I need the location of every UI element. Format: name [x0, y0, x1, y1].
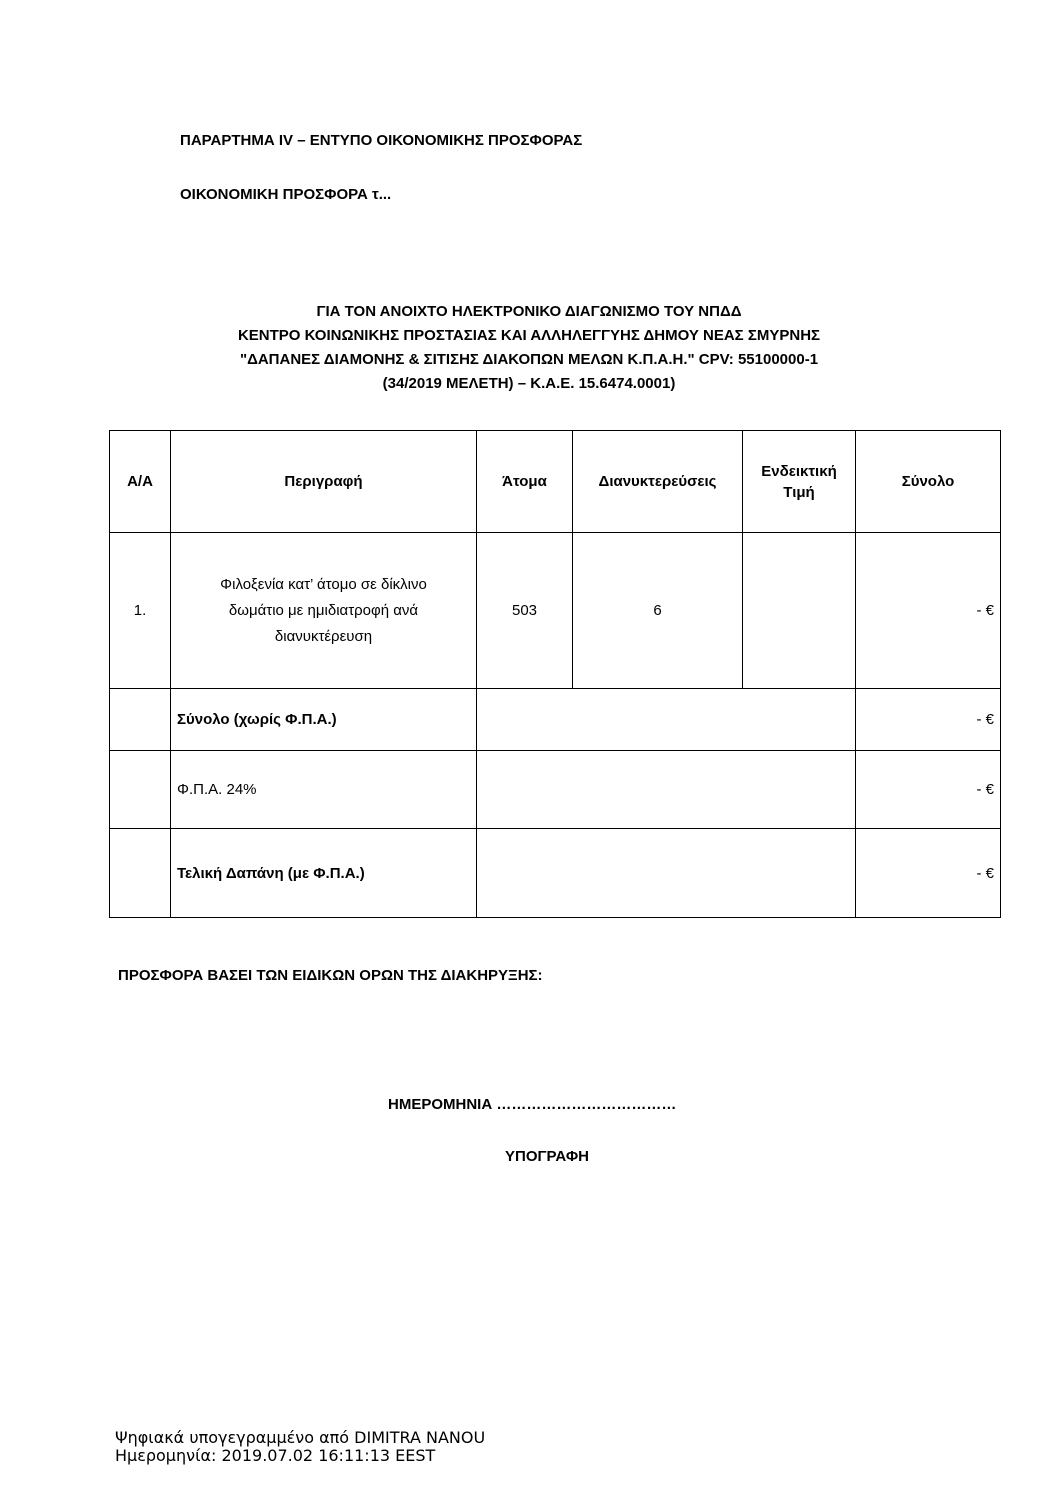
subject-line-2: ΚΕΝΤΡΟ ΚΟΙΝΩΝΙΚΗΣ ΠΡΟΣΤΑΣΙΑΣ ΚΑΙ ΑΛΛΗΛΕΓΓΥΗΣ ΔΗΜΟΥ ΝΕΑΣ ΣΜΥΡΝΗΣ: [237, 327, 821, 344]
item-aa: 1.: [110, 533, 171, 689]
vat-span-cell: [477, 751, 856, 829]
item-total: - €: [856, 533, 1001, 689]
table-header-row: [110, 431, 1001, 533]
header-aa: Α/Α: [110, 431, 171, 533]
date-field: ΗΜΕΡΟΜΗΝΙΑ ………………………………: [388, 1096, 677, 1113]
grand-total-label: Τελική Δαπάνη (με Φ.Π.Α.): [171, 829, 477, 918]
grand-total-empty-cell: [110, 829, 171, 918]
item-description-line2: δωμάτιο με ημιδιατροφή ανά: [228, 601, 419, 619]
offer-table: [109, 430, 1001, 918]
subtotal-span-cell: [477, 689, 856, 751]
grand-total-row: [110, 829, 1001, 918]
item-description-line3: διανυκτέρευση: [274, 627, 373, 645]
table-row: [110, 533, 1001, 689]
header-persons: Άτομα: [477, 431, 573, 533]
header-nights: Διανυκτερεύσεις: [573, 431, 743, 533]
vat-label: Φ.Π.Α. 24%: [171, 751, 477, 829]
vat-empty-cell: [110, 751, 171, 829]
grand-total-span-cell: [477, 829, 856, 918]
header-total: Σύνολο: [856, 431, 1001, 533]
vat-row: [110, 751, 1001, 829]
header-price-line2: Τιμή: [783, 483, 815, 501]
header-price: [743, 431, 856, 533]
tender-subject: [0, 300, 1058, 396]
item-persons: 503: [477, 533, 573, 689]
vat-value: - €: [856, 751, 1001, 829]
offer-title: ΟΙΚΟΝΟΜΙΚΗ ΠΡΟΣΦΟΡΑ τ...: [180, 186, 392, 203]
offer-note: ΠΡΟΣΦΟΡΑ ΒΑΣΕΙ ΤΩΝ ΕΙΔΙΚΩΝ ΟΡΩΝ ΤΗΣ ΔΙΑΚΗΡΥΞΗΣ:: [118, 967, 543, 984]
subject-line-4: (34/2019 ΜΕΛΕΤΗ) – Κ.Α.Ε. 15.6474.0001): [382, 375, 676, 392]
grand-total-value: - €: [856, 829, 1001, 918]
header-description: Περιγραφή: [171, 431, 477, 533]
subtotal-row: [110, 689, 1001, 751]
item-description-line1: Φιλοξενία κατ’ άτομο σε δίκλινο: [220, 575, 427, 593]
digital-signature-date: Ημερομηνία: 2019.07.02 16:11:13 EEST: [115, 1446, 436, 1465]
digital-signature-signer: Ψηφιακά υπογεγραμμένο από DIMITRA NANOU: [115, 1428, 486, 1447]
item-nights: 6: [573, 533, 743, 689]
annex-title: ΠΑΡΑΡΤΗΜΑ IV – ΕΝΤΥΠΟ ΟΙΚΟΝΟΜΙΚΗΣ ΠΡΟΣΦΟΡΑΣ: [180, 132, 583, 149]
header-price-line1: Ενδεικτική: [761, 462, 837, 480]
subtotal-label: Σύνολο (χωρίς Φ.Π.Α.): [171, 689, 477, 751]
subject-line-3: "ΔΑΠΑΝΕΣ ΔΙΑΜΟΝΗΣ & ΣΙΤΙΣΗΣ ΔΙΑΚΟΠΩΝ ΜΕΛΩΝ Κ.Π.Α.Η." CPV: 55100000-1: [239, 351, 819, 368]
subtotal-value: - €: [856, 689, 1001, 751]
subtotal-empty-cell: [110, 689, 171, 751]
signature-label: ΥΠΟΓΡΑΦΗ: [505, 1148, 589, 1165]
subject-line-1: ΓΙΑ ΤΟΝ ΑΝΟΙΧΤΟ ΗΛΕΚΤΡΟΝΙΚΟ ΔΙΑΓΩΝΙΣΜΟ ΤΟΥ ΝΠΔΔ: [316, 303, 742, 320]
item-price: [743, 533, 856, 689]
item-description: [171, 533, 477, 689]
